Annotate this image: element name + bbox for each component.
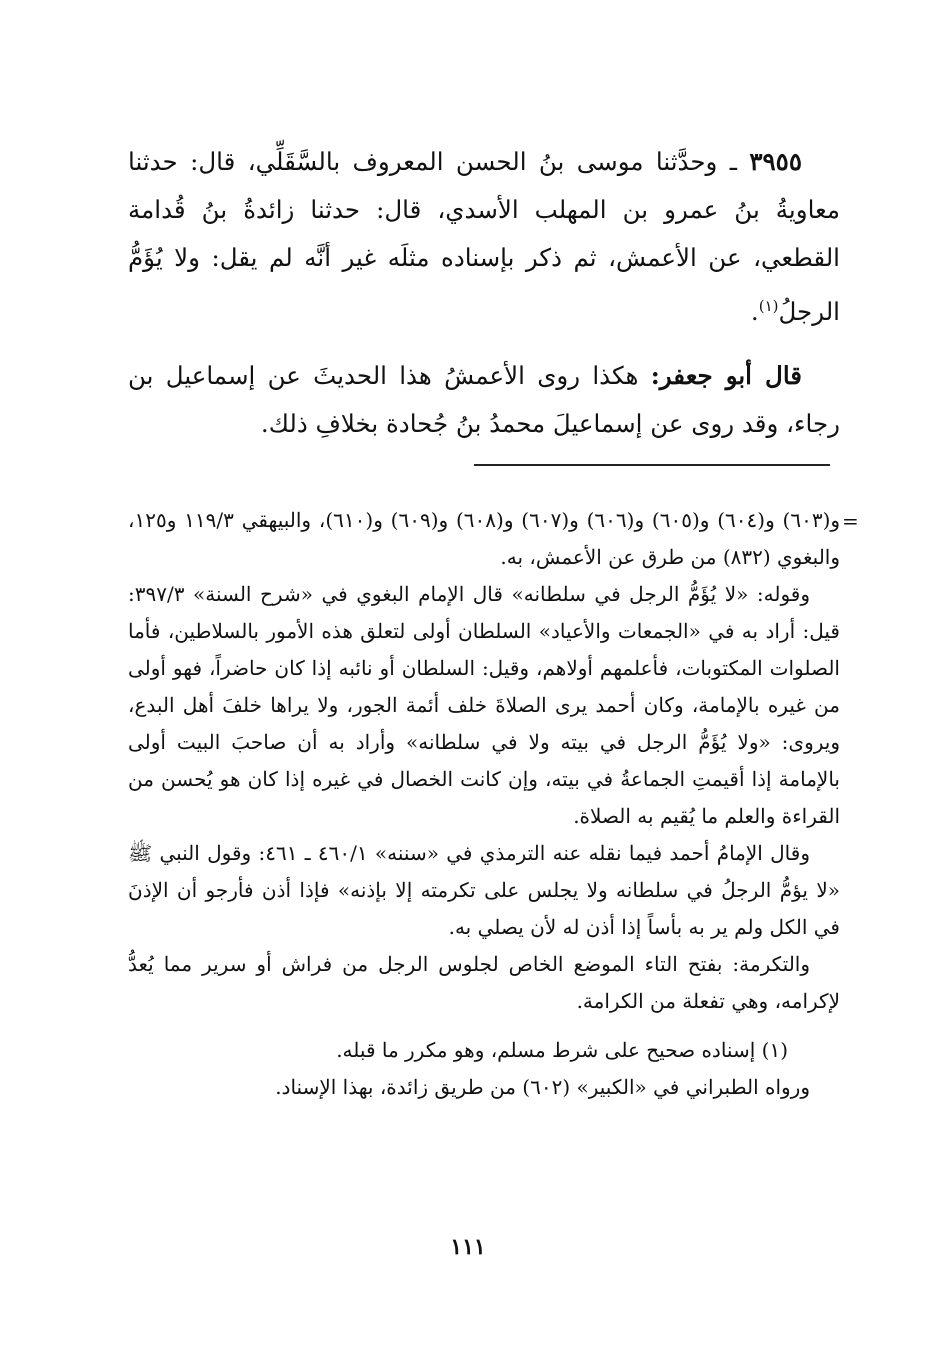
footnote-paragraph-ahmad: وقال الإمامُ أحمد فيما نقله عنه الترمذي في «سننه» ٤٦٠/١ ـ ٤٦١: وقول النبي ﷺ «لا يؤمُّ الرجلُ في سلطانه ولا يجلس على تكرمته إلا بإذنه» فإذا أذن فأرجو أن الإذنَ في الكل ولم ير به بأساً إذا أذن له لأن يصلي به. <box>128 841 840 939</box>
footnote-continued-line: و(٦٠٣) و(٦٠٤) و(٦٠٥) و(٦٠٦) و(٦٠٧) و(٦٠٨) و(٦٠٩) و(٦١٠)، والبيهقي ١١٩/٣ و١٢٥، والبغوي (٨٣٢) من طرق عن الأعمش، به. <box>128 508 841 569</box>
footnote-1-line-2: ورواه الطبراني في «الكبير» (٦٠٢) من طريق زائدة، بهذا الإسناد. <box>275 1075 810 1099</box>
footnote-paragraph-takrima: والتكرمة: بفتح التاء الموضع الخاص لجلوس الرجل من فراش أو سرير مما يُعدُّ لإكرامه، وهي تفعلة من الكرامة. <box>128 952 840 1013</box>
main-text <box>128 138 840 448</box>
page-number: ١١١ <box>450 1234 486 1260</box>
footnote-1-line-1: (١) إسناده صحيح على شرط مسلم، وهو مكرر ما قبله. <box>336 1038 788 1062</box>
footnote-reference: (١) <box>758 297 779 315</box>
footnotes-section <box>128 502 840 1106</box>
hadith-text: ـ وحدَّثنا موسى بنُ الحسن المعروف بالسَّقَلِّي، قال: حدثنا معاويةُ بنُ عمرو بن المهلب الأسدي، قال: حدثنا زائدةُ بنُ قُدامة القطعي، عن الأعمش، ثم ذكر بإسناده مثلَه غير أنَّه لم يقل: ولا يُؤَمُّ الرجلُ <box>128 147 840 327</box>
footnote-paragraph-sultan: وقوله: «لا يُؤَمُّ الرجل في سلطانه» قال الإمام البغوي في «شرح السنة» ٣٩٧/٣: قيل: أراد به في «الجمعات والأعياد» السلطان أولى لتعلق هذه الأمور بالسلاطين، فأما الصلوات المكتوبات، فأعلمهم أولاهم، وقيل: السلطان أو نائبه إذا كان حاضراً، فهو أولى من غيره بالإمامة، وكان أحمد يرى الصلاةَ خلف أئمة الجور، ولا يراها خلفَ أهل البدع، ويروى: «ولا يُؤَمُّ الرجل في بيته ولا في سلطانه» وأراد به أن صاحبَ البيت أولى بالإمامة إذا أقيمتِ الجماعةُ في بيته، وإن كانت الخصال في غيره إذا كان هو يُحسن من القراءة والعلم ما يُقيم به الصلاة. <box>128 582 840 828</box>
hadith-paragraph <box>128 138 840 336</box>
commentary-text: هكذا روى الأعمشُ هذا الحديثَ عن إسماعيل بن رجاء، وقد روى عن إسماعيلَ محمدُ بنُ جُحادة بخلافِ ذلك. <box>128 361 840 439</box>
speaker-label: قال أبو جعفر: <box>650 361 802 391</box>
hadith-end: . <box>750 297 759 327</box>
commentary-paragraph <box>128 352 840 448</box>
footnote-separator <box>474 464 830 466</box>
hadith-number: ٣٩٥٥ <box>749 147 802 176</box>
continuation-mark: = <box>842 509 859 533</box>
